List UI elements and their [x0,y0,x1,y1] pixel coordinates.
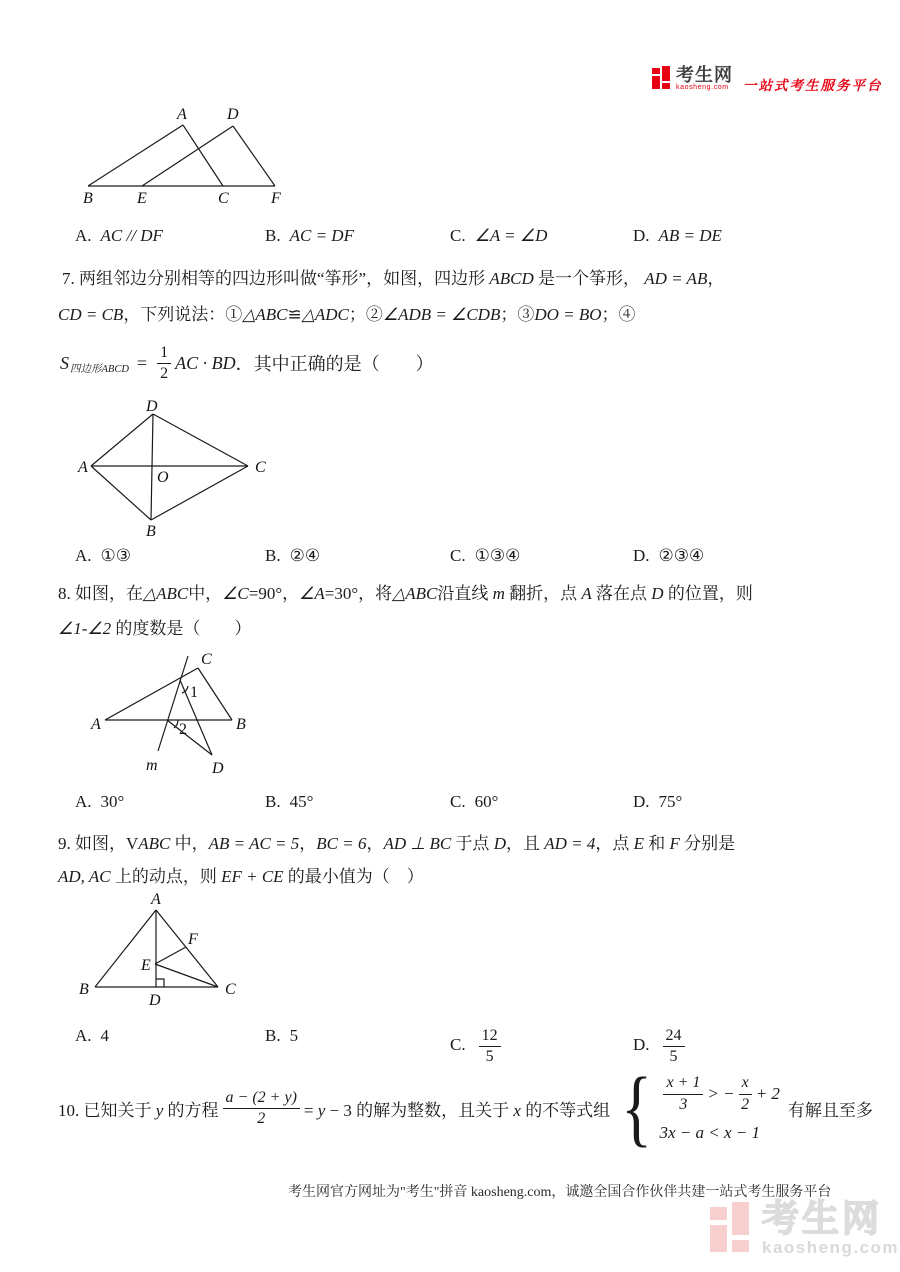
option-key: D. [633,792,650,811]
vertex-label-f: F [271,190,281,207]
text-run: CD = CB [58,305,124,324]
vertex-label-c: C [218,190,229,207]
point-label-e: E [141,957,151,974]
q8-options-row [0,792,900,822]
text-run: = [303,1100,318,1120]
vertex-label-a: A [177,106,187,123]
option-value: 45° [289,792,314,811]
vertex-label-a: A [78,459,88,476]
option-value: ①③ [100,546,132,565]
q8-text-line2 [58,616,251,642]
option-value: 75° [658,792,683,811]
vertex-label-d: D [146,398,158,415]
q10-suffix [788,1096,873,1121]
option-key: D. [633,1035,650,1055]
q7-option-d [633,546,704,566]
text-run: 的不等式组 [520,1100,611,1120]
option-value: AC = DF [289,226,354,245]
text-run: ≌ [287,305,302,324]
option-key: B. [265,546,281,565]
q7-option-b [265,546,320,566]
q7-text-line1 [62,266,724,292]
text-run: DO = BO [534,305,602,324]
q6-option-a [75,226,163,246]
option-value: AC // DF [100,226,163,245]
brand-domain: kaosheng.com [676,84,729,91]
option-key: B. [265,792,281,811]
text-run: AD = AB [644,269,708,288]
vertex-label-a: A [91,716,101,733]
inequality-2: 3x − a < x − 1 [659,1122,760,1142]
q8-option-d [633,792,682,812]
vertex-label-c: C [255,459,266,476]
option-key: C. [450,546,466,565]
footer-text: 考生网官方网址为"考生"拼音 kaosheng.com，诚邀全国合作伙伴共建一站式考生服务平台 [288,1185,832,1200]
text-run: ABCD [489,269,534,288]
text-run: AD ⊥ BC [383,834,452,853]
text-run: ， [299,834,317,853]
text-run: △ABC [392,584,438,603]
text-run: y [155,1100,164,1120]
q9-option-c [450,1026,505,1066]
text-run: 分别是 [679,834,736,853]
text-run: AB = AC = 5 [208,834,300,853]
vertex-label-c: C [225,981,236,998]
text-run: 上的动点，则 [110,867,222,886]
angle-label-1: 1 [190,684,198,701]
q7-kite-diagram [78,400,273,540]
text-run: AD = 4 [544,834,596,853]
q7-text-line2 [58,302,636,328]
text-run: ∠C [222,584,249,603]
vertex-label-d: D [227,106,239,123]
inequality-fraction-2: $\frac{x}{2}$ [739,1073,752,1113]
text-run: 落在点 [591,584,652,603]
vertex-label-c: C [201,651,212,668]
option-key: B. [265,226,281,245]
vertex-label-a: A [151,891,161,908]
vertex-label-b: B [83,190,93,207]
angle-label-2: 2 [179,721,187,738]
q8-option-b [265,792,313,812]
inequality-1 [659,1073,779,1113]
option-value: ①③④ [474,546,521,565]
watermark-text [762,1198,900,1258]
text-run: BC = 6 [316,834,367,853]
angle2-arc [174,720,178,728]
q8-fold-diagram [88,648,250,780]
formula-s: S [60,352,69,373]
text-run: AD, AC [58,867,111,886]
q7-option-c [450,546,520,566]
line-label-m: m [146,757,158,774]
text-run: △ADC [301,305,349,324]
q6-options-row [0,226,900,256]
text-run: D [651,584,664,603]
brand-tagline: 一站式考生服务平台 [743,78,883,93]
text-run: 的最小值为（ ） [283,867,424,886]
text-run: ，下列说法：① [123,305,243,324]
text-run: 的位置，则 [663,584,753,603]
kaosheng-watermark [710,1198,900,1258]
option-value: 5 [289,1026,299,1045]
system-brace: { [621,1059,653,1156]
option-key: A. [75,546,92,565]
q7-option-a [75,546,131,566]
q9-option-b [265,1026,298,1046]
q6-diagram [75,106,290,208]
vertex-label-e: E [137,190,147,207]
text-run: x [513,1100,521,1120]
kaosheng-logo [652,66,883,94]
text-run: D [493,834,506,853]
text-run: ， [366,834,384,853]
inequality-tail: + 2 [755,1083,780,1103]
formula-tail: ．其中正确的是（ ） [235,354,434,374]
text-run: ∠1-∠2 [58,619,112,638]
text-run: 于点 [451,834,494,853]
text-run: ∠ADB = ∠CDB [382,305,501,324]
text-run: 有解且至多 [787,1100,873,1120]
option-key: A. [75,226,92,245]
q8-text-line1 [58,581,753,607]
text-run: 8. 如图，在 [58,584,143,603]
equation-fraction: $\frac{a - (2 + y)}{2}$ [223,1088,300,1128]
text-run: 沿直线 [437,584,493,603]
formula-expression: AC · BD [175,352,236,373]
text-run: ；② [348,305,383,324]
option-value: 60° [474,792,499,811]
text-run: ，且 [505,834,545,853]
text-run: ；④ [601,305,636,324]
option-fraction: $\frac{12}{5}$ [479,1026,501,1066]
option-key: D. [633,546,650,565]
text-run: =90°， [248,584,300,603]
option-key: A. [75,1026,92,1045]
q9-option-a [75,1026,109,1046]
option-key: A. [75,792,92,811]
text-run: =30°，将 [324,584,393,603]
text-run: 是一个筝形， [533,269,645,288]
text-run: ，点 [595,834,634,853]
text-run: m [492,584,505,603]
text-run: E [633,834,644,853]
q9-triangle-diagram [76,891,241,1012]
vertex-label-d: D [212,760,224,777]
q7-area-formula [60,336,434,390]
option-key: C. [450,226,466,245]
text-run: ， [707,269,725,288]
equals-sign: = [136,352,148,373]
text-run: ∠A [299,584,325,603]
q10-text [58,1059,873,1156]
text-run: y [317,1100,326,1120]
text-run: V [126,834,139,853]
point-label-f: F [188,931,198,948]
inequality-fraction-1: $\frac{x + 1}{3}$ [663,1073,703,1113]
text-run: A [581,584,592,603]
option-value: ∠A = ∠D [474,226,548,245]
option-fraction: $\frac{24}{5}$ [663,1026,685,1066]
inequality-system [659,1073,779,1142]
text-run: 和 [644,834,670,853]
text-run: 的度数是（ ） [111,619,252,638]
q10-middle [304,1096,610,1121]
inequality-operator: > − [707,1083,735,1103]
formula-subscript: 四边形ABCD [70,363,129,375]
vertex-label-d: D [149,992,161,1009]
text-run: 的方程 [163,1100,219,1120]
right-angle-mark [156,979,164,987]
watermark-brand: 考生网 [762,1198,882,1239]
text-run: 中， [170,834,209,853]
kaosheng-h-icon [652,66,672,89]
text-run: ；③ [500,305,535,324]
option-value: AB = DE [658,226,722,245]
text-run: 中， [188,584,223,603]
vertex-label-b: B [146,523,156,540]
brand-name: 考生网 [676,65,733,85]
text-run: − 3 的解为整数，且关于 [325,1100,514,1120]
q9-text-line2 [58,864,424,890]
text-run: EF + CE [221,867,284,886]
text-run: △ABC [242,305,288,324]
logo-text [676,66,733,92]
q10-prefix [58,1096,219,1121]
center-label-o: O [157,469,169,486]
q9-text-line1 [58,831,735,857]
option-key: C. [450,792,466,811]
q9-options-row [0,1012,900,1064]
text-run: 7. 两组邻边分别相等的四边形叫做“筝形”，如图，四边形 [62,269,490,288]
q8-option-c [450,792,498,812]
option-key: C. [450,1035,466,1055]
fraction-one-half: $\frac{1}{2}$ [157,343,171,383]
text-run: 9. 如图， [58,834,126,853]
q8-option-a [75,792,124,812]
option-value: ②③④ [658,546,705,565]
vertex-label-b: B [79,981,89,998]
text-run: ABC [138,834,171,853]
kaosheng-h-icon-watermark [710,1202,754,1252]
option-value: 30° [100,792,125,811]
vertex-label-b: B [236,716,246,733]
q7-options-row [0,546,900,576]
watermark-domain: kaosheng.com [762,1238,900,1257]
q6-option-c [450,226,547,246]
text-run: 翻折，点 [504,584,582,603]
text-run: △ABC [143,584,189,603]
option-key: B. [265,1026,281,1045]
q6-option-b [265,226,354,246]
text-run: F [669,834,680,853]
option-value: ②④ [289,546,321,565]
q6-option-d [633,226,722,246]
text-run: 10. 已知关于 [58,1100,156,1120]
option-value: 4 [100,1026,110,1045]
option-key: D. [633,226,650,245]
